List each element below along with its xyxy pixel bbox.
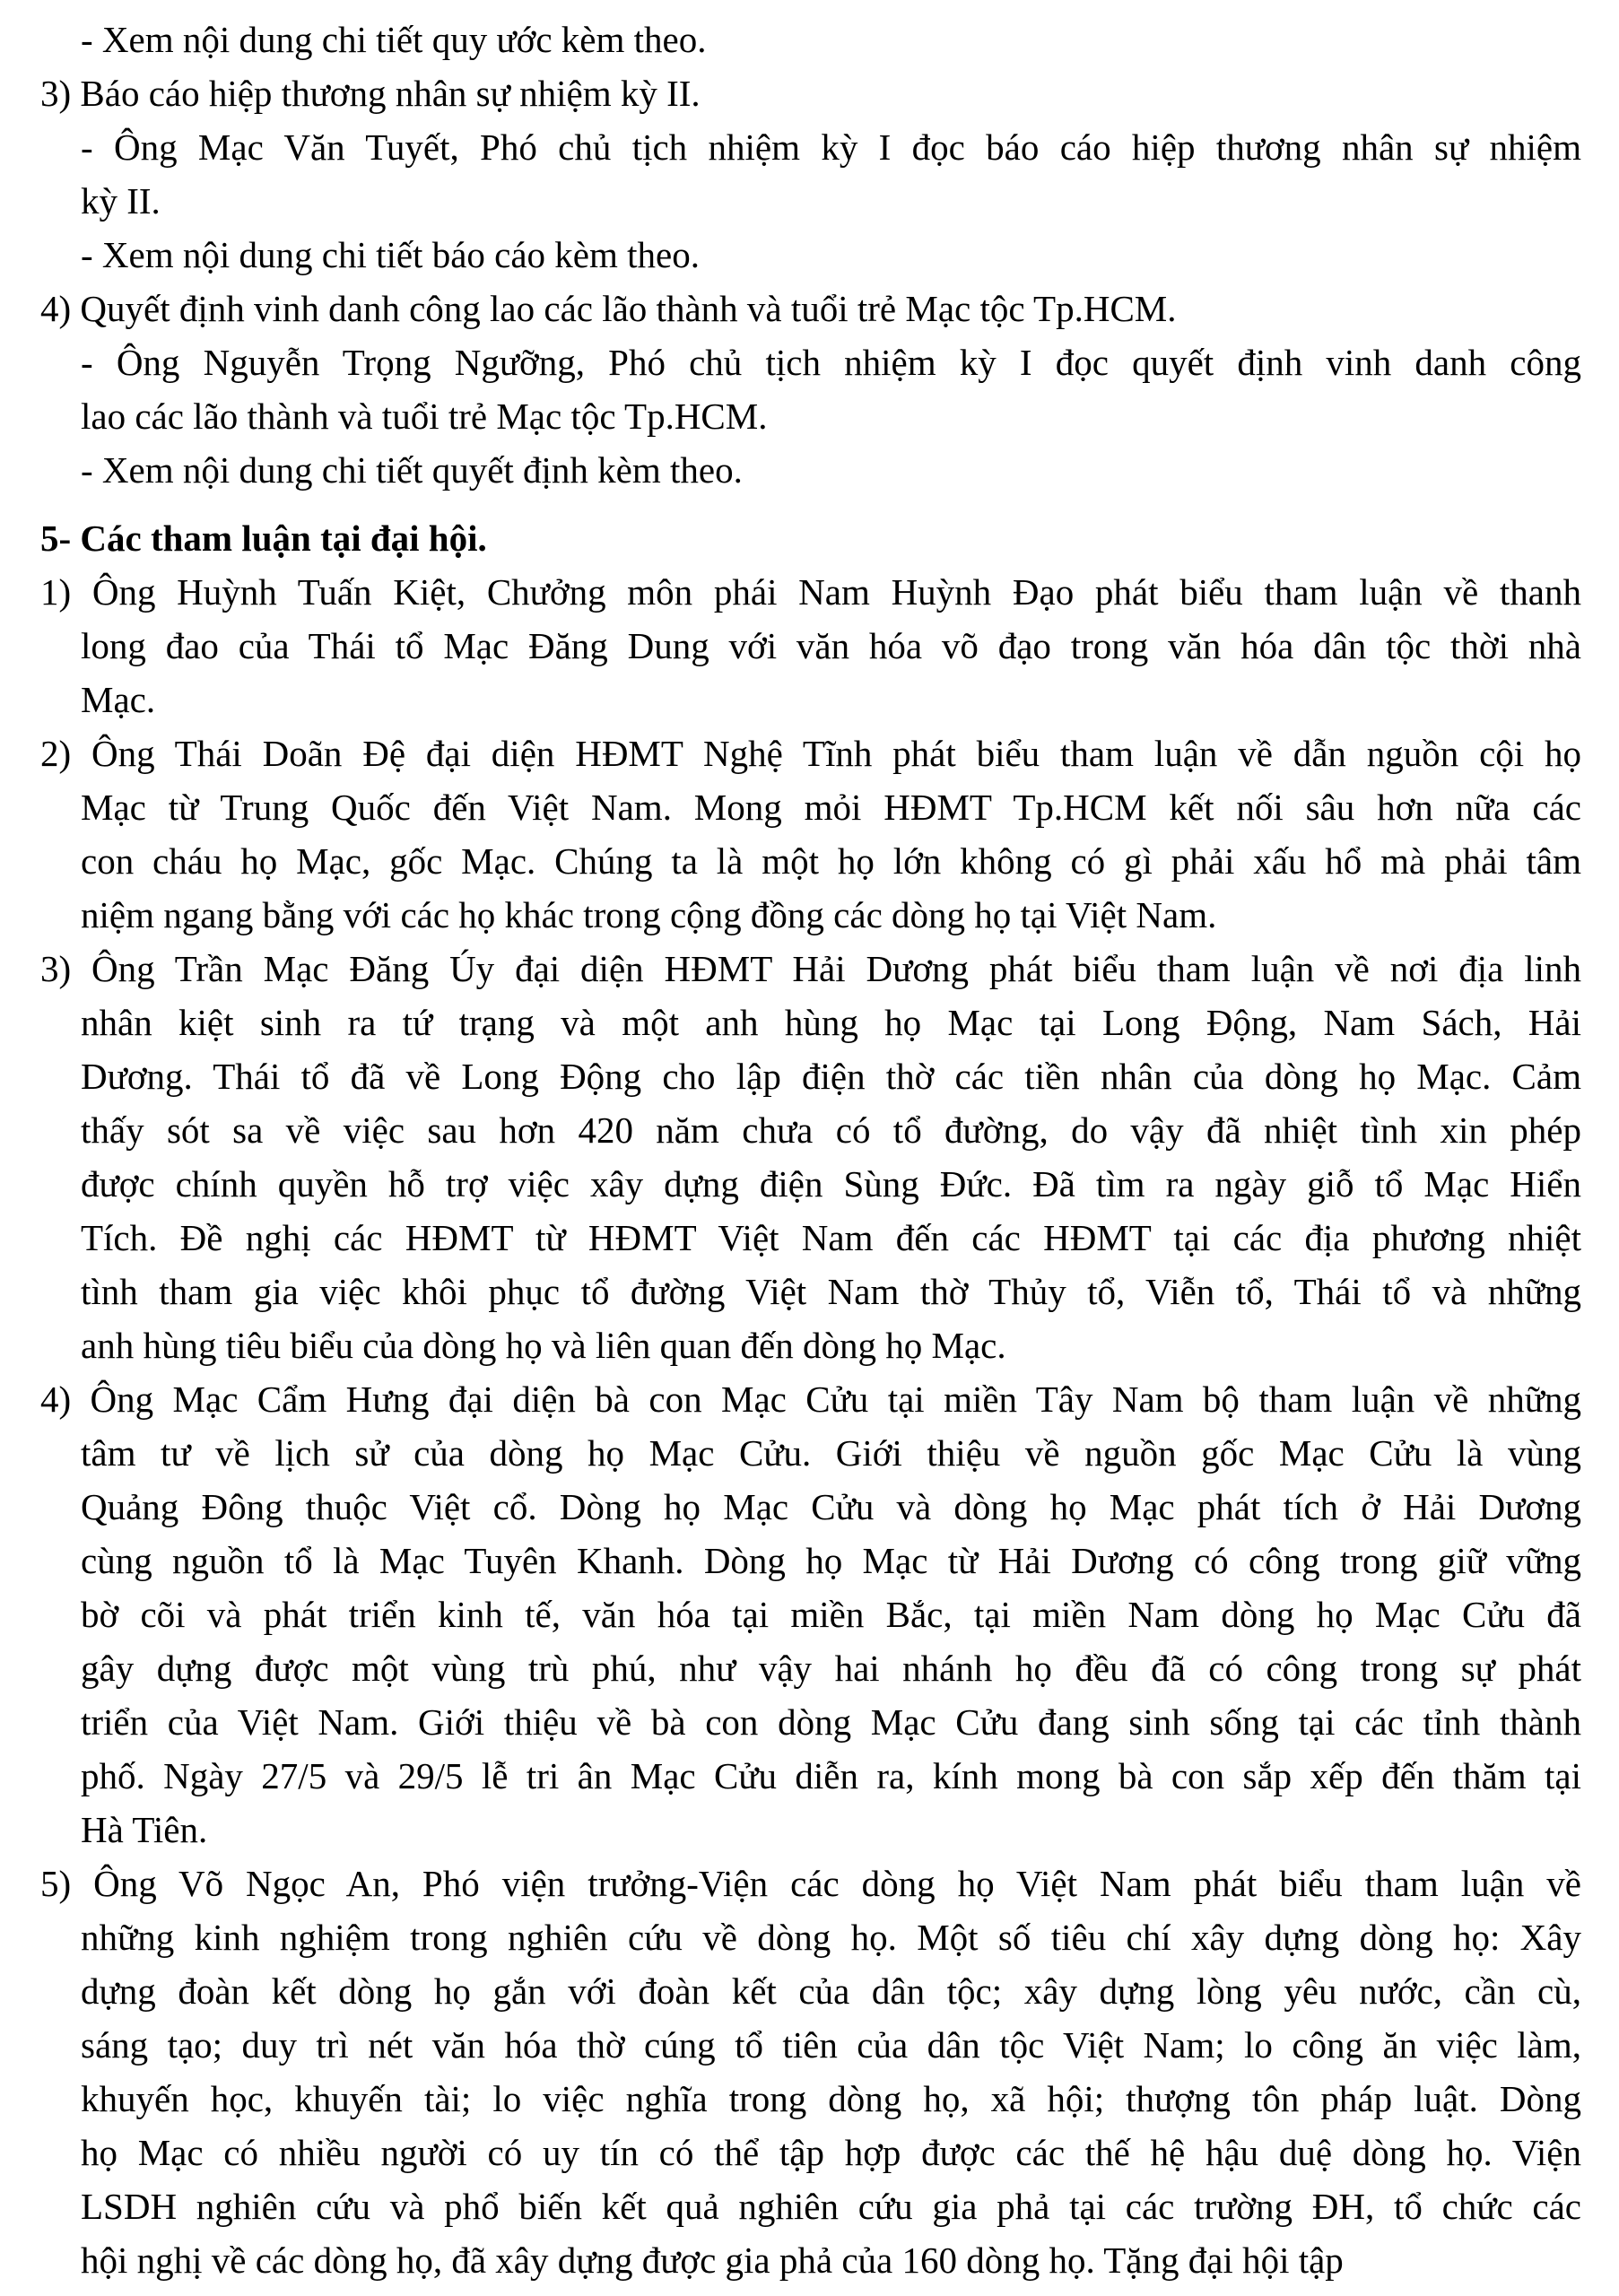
text-line: 5- Các tham luận tại đại hội. [40,517,487,559]
text-line: được chính quyền hỗ trợ việc xây dựng điện Sùng Đức. Đã tìm ra ngày giỗ tổ Mạc Hiển [81,1163,1581,1205]
numbered-item [40,942,1581,1372]
sub-item [40,13,1581,66]
text-line: phố. Ngày 27/5 và 29/5 lễ tri ân Mạc Cửu diễn ra, kính mong bà con sắp xếp đến thăm tại [81,1755,1581,1796]
text-line: Mạc. [81,679,156,720]
text-line: những kinh nghiệm trong nghiên cứu về dòng họ. Một số tiêu chí xây dựng dòng họ: Xây [81,1917,1581,1958]
sub-item [40,120,1581,228]
text-line: LSDH nghiên cứu và phổ biến kết quả nghiên cứu gia phả tại các trường ĐH, tổ chức các [81,2186,1581,2227]
text-line: anh hùng tiêu biểu của dòng họ và liên quan đến dòng họ Mạc. [81,1325,1006,1366]
text-line: gây dựng được một vùng trù phú, như vậy hai nhánh họ đều đã có công trong sự phát [81,1648,1581,1689]
text-line: - Ông Nguyễn Trọng Ngưỡng, Phó chủ tịch nhiệm kỳ I đọc quyết định vinh danh công [81,342,1581,383]
text-line: niệm ngang bằng với các họ khác trong cộng đồng các dòng họ tại Việt Nam. [81,894,1217,935]
text-line: tâm tư về lịch sử của dòng họ Mạc Cửu. Giới thiệu về nguồn gốc Mạc Cửu là vùng [81,1432,1581,1474]
text-line: triển của Việt Nam. Giới thiệu về bà con dòng Mạc Cửu đang sinh sống tại các tỉnh thành [81,1701,1581,1743]
text-line: nhân kiệt sinh ra tứ trạng và một anh hùng họ Mạc tại Long Động, Nam Sách, Hải [81,1002,1581,1043]
text-line: - Xem nội dung chi tiết báo cáo kèm theo. [81,234,700,275]
text-line: dựng đoàn kết dòng họ gắn với đoàn kết của dân tộc; xây dựng lòng yêu nước, cần cù, [81,1970,1581,2012]
text-line: long đao của Thái tổ Mạc Đăng Dung với văn hóa võ đạo trong văn hóa dân tộc thời nhà [81,625,1581,666]
numbered-item [40,726,1581,942]
text-line: - Xem nội dung chi tiết quy ước kèm theo. [81,19,707,60]
sub-item [40,335,1581,443]
text-line: khuyến học, khuyến tài; lo việc nghĩa trong dòng họ, xã hội; thượng tôn pháp luật. Dòng [81,2078,1581,2119]
text-line: kỳ II. [81,180,161,222]
text-line: Quảng Đông thuộc Việt cổ. Dòng họ Mạc Cửu và dòng họ Mạc phát tích ở Hải Dương [81,1486,1581,1527]
text-line: lao các lão thành và tuổi trẻ Mạc tộc Tp.HCM. [81,396,768,437]
numbered-item [40,1372,1581,1857]
text-line: tình tham gia việc khôi phục tổ đường Việt Nam thờ Thủy tổ, Viễn tổ, Thái tổ và những [81,1271,1581,1312]
section-heading [40,511,1581,565]
text-line: cùng nguồn tổ là Mạc Tuyên Khanh. Dòng họ Mạc từ Hải Dương có công trong giữ vững [81,1540,1581,1581]
text-line: thấy sót sa về việc sau hơn 420 năm chưa có tổ đường, do vậy đã nhiệt tình xin phép [81,1109,1581,1151]
numbered-item [40,282,1581,335]
sub-item [40,228,1581,282]
text-line: Hà Tiên. [81,1809,208,1850]
text-line: họ Mạc có nhiều người có uy tín có thể tập hợp được các thế hệ hậu duệ dòng họ. Viện [81,2132,1581,2173]
text-line: sáng tạo; duy trì nét văn hóa thờ cúng tổ tiên của dân tộc Việt Nam; lo công ăn việc làm, [81,2024,1581,2066]
text-line: con cháu họ Mạc, gốc Mạc. Chúng ta là một họ lớn không có gì phải xấu hổ mà phải tâm [81,840,1581,882]
text-line: - Ông Mạc Văn Tuyết, Phó chủ tịch nhiệm kỳ I đọc báo cáo hiệp thương nhân sự nhiệm [81,126,1581,168]
text-line: - Xem nội dung chi tiết quyết định kèm theo. [81,449,743,491]
document-body [40,13,1581,2287]
text-line: Tích. Đề nghị các HĐMT từ HĐMT Việt Nam đến các HĐMT tại các địa phương nhiệt [81,1217,1581,1258]
text-line: Mạc từ Trung Quốc đến Việt Nam. Mong mỏi HĐMT Tp.HCM kết nối sâu hơn nữa các [81,787,1581,828]
text-line: 5) Ông Võ Ngọc An, Phó viện trưởng-Viện các dòng họ Việt Nam phát biểu tham luận về [40,1863,1581,1904]
numbered-item [40,66,1581,120]
sub-item [40,443,1581,497]
text-line: bờ cõi và phát triển kinh tế, văn hóa tại miền Bắc, tại miền Nam dòng họ Mạc Cửu đã [81,1594,1581,1635]
text-line: 2) Ông Thái Doãn Đệ đại diện HĐMT Nghệ Tĩnh phát biểu tham luận về dẫn nguồn cội họ [40,733,1581,774]
numbered-item [40,565,1581,726]
text-line: 3) Báo cáo hiệp thương nhân sự nhiệm kỳ II. [40,73,701,114]
text-line: 3) Ông Trần Mạc Đăng Úy đại diện HĐMT Hải Dương phát biểu tham luận về nơi địa linh [40,948,1581,989]
numbered-item [40,1857,1581,2287]
text-line: 1) Ông Huỳnh Tuấn Kiệt, Chưởng môn phái Nam Huỳnh Đạo phát biểu tham luận về thanh [40,571,1581,613]
text-line: 4) Ông Mạc Cẩm Hưng đại diện bà con Mạc Cửu tại miền Tây Nam bộ tham luận về những [40,1378,1581,1420]
text-line: Dương. Thái tổ đã về Long Động cho lập điện thờ các tiền nhân của dòng họ Mạc. Cảm [81,1056,1581,1097]
text-line: 4) Quyết định vinh danh công lao các lão thành và tuổi trẻ Mạc tộc Tp.HCM. [40,288,1177,329]
text-line: hội nghị về các dòng họ, đã xây dựng được gia phả của 160 dòng họ. Tặng đại hội tập [81,2239,1344,2281]
